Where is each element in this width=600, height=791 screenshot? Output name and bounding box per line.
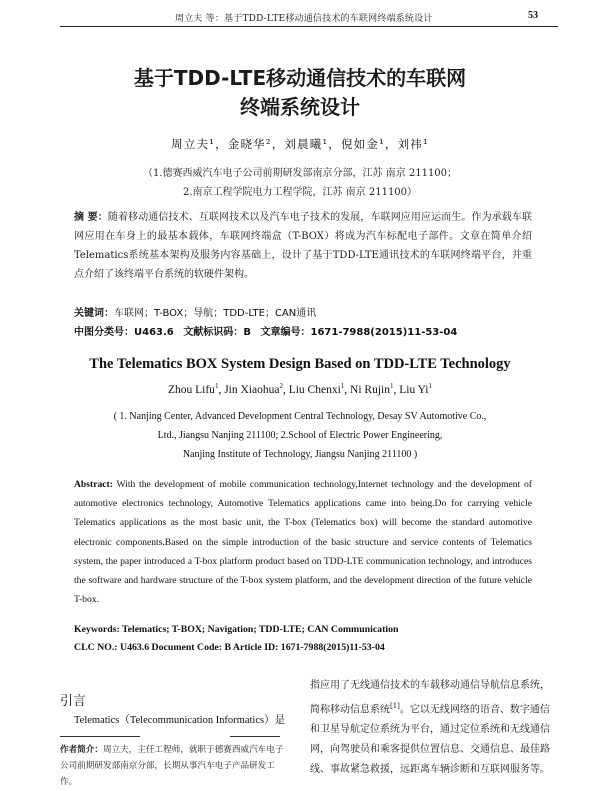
en-author-1: Zhou Lifu [167,383,215,396]
cn-affiliation-line2: 2.南京工程学院电力工程学院，江苏 南京 211100） [182,187,418,198]
cn-affiliation-line1: （1.德赛西威汽车电子公司前期研发部南京分部，江苏 南京 211100； [142,168,458,179]
cn-article-no-value: 1671-7988(2015)11-53-04 [310,327,458,338]
en-keywords-label: Keywords: [74,624,120,635]
footnote-label: 作者简介： [60,745,103,755]
cn-abstract-label: 摘 要： [74,212,108,223]
cn-abstract [74,208,532,284]
intro-right-text-post: 。它以无线网络的语音、数字通信和卫星导航定位系统为平台，通过定位系统和无线通信网，向驾驶员和乘客提供位置信息、交通信息、最佳路线、事故紧急救援，远距离车辆诊断和互联网服务等。 [310,704,550,776]
cn-doc-code-label: 文献标识码： [183,327,244,338]
intro-right-text-pre: 指应用了无线通信技术的车载移动通信导航信息系统，简称移动信息系统 [310,680,550,716]
cn-keywords [74,304,316,319]
cn-authors: 周立夫¹，金晓华²，刘晨曦¹，倪如金¹，刘祎¹ [171,137,429,151]
cn-abstract-text: 随着移动通信技术、互联网技术以及汽车电子技术的发展，车联网应用应运而生。作为承载车联网应用在车身上的最基本载体，车联网终端盒（T-BOX）将成为汽车标配电子部件。文章在简单介绍Telematics系统基本架构及服务内容基础上，设计了基于TDD-LTE通讯技术的车联网终端平台，并重点介绍了该终端平台系统的软硬件架构。 [74,212,533,280]
intro-right-text [310,676,554,780]
en-author-2: Jin Xiaohua [224,383,280,396]
en-affiliation-line1: ( 1. Nanjing Center, Advanced Development Central Technology, Desay SV Automotive Co., [113,411,487,422]
en-author-5-aff: 1 [428,382,433,390]
cn-classification [74,323,457,338]
en-abstract-label: Abstract: [74,479,113,490]
section-title-introduction: 引言 [60,694,87,709]
en-affiliation-line2: Ltd., Jiangsu Nanjing 211100; 2.School of Electric Power Engineering, [157,430,443,441]
cn-title-line1: 基于TDD-LTE移动通信技术的车联网 [133,66,467,90]
en-author-2-aff: 2 [279,382,283,390]
en-author-1-aff: 1 [214,382,219,390]
cn-keywords-label: 关键词： [74,308,114,319]
page-number: 53 [528,10,538,21]
en-abstract-text: With the development of mobile communication technology,Internet technology and the development of automotive electronics technology, Automotive Telematics applications came into being.Do for carrying vehicle Telematics applications as the most basic unit, the T-box (Telematics box) will become the standard automotive electronic components.Based on the simple introduction of the basic structure and service contents of Telematics system, the paper introduced a T-box platform product based on TDD-LTE communication technology, and introduces the software and hardware structure of the T-box system platform, and the development direction of the future vehicle T-box. [74,479,533,606]
cn-clc-label: 中图分类号： [74,327,134,338]
en-author-4-aff: 1 [389,382,394,390]
intro-left-text [74,712,286,727]
footnote-rule-right [230,736,280,737]
header-rule [60,26,558,27]
cn-doc-code-value: B [243,327,251,338]
en-affiliation-line3: Nanjing Institute of Technology, Jiangsu Nanjing 211100 ) [182,449,418,460]
footnote-rule [60,736,140,737]
en-keywords-text: Telematics; T-BOX; Navigation; TDD-LTE; CAN Communication [122,624,399,635]
en-keywords [74,624,398,635]
running-header: 周立夫 等：基于TDD-LTE移动通信技术的车联网终端系统设计 [175,14,433,24]
en-abstract [74,475,532,609]
author-footnote [60,742,292,790]
en-title: The Telematics BOX System Design Based on TDD-LTE Technology [89,356,511,372]
intro-left-text-content: Telematics（Telecommunication Informatics）是 [74,715,286,726]
footnote-text: 周立夫，主任工程师，就职于德赛西威汽车电子公司前期研发部南京分部，长期从事汽车电子产品研发工作。 [60,745,284,787]
citation-1: [1] [390,702,400,710]
cn-title-line2: 终端系统设计 [240,95,360,119]
en-author-5: Liu Yi [399,383,429,396]
en-author-3: Liu Chenxi [288,383,341,396]
en-classification: CLC NO.: U463.6 Document Code: B Article ID: 1671-7988(2015)11-53-04 [74,642,385,653]
en-author-4: Ni Rujin [350,383,390,396]
en-author-3-aff: 1 [340,382,345,390]
cn-clc-value: U463.6 [134,327,174,338]
cn-article-no-label: 文章编号： [260,327,311,338]
cn-keywords-text: 车联网；T-BOX；导航；TDD-LTE；CAN通讯 [114,308,317,319]
en-authors: Zhou Lifu$^1$, Jin Xiaohua$^2$, Liu Chenxi$^1$, Ni Rujin$^1$, Liu Yi$^1$ [167,382,433,396]
